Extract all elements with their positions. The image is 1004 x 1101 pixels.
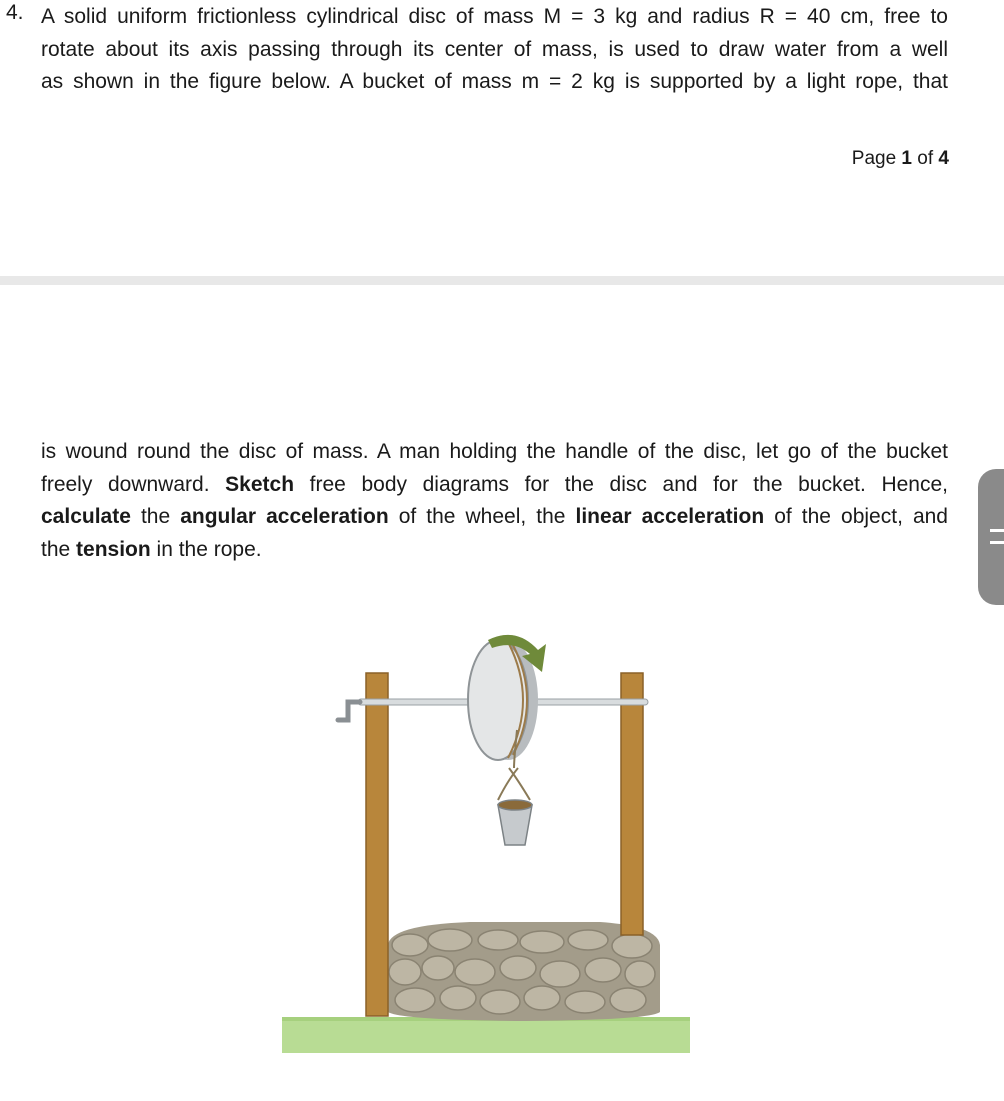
page-separator	[0, 276, 1004, 285]
menu-icon-bar	[990, 529, 1004, 532]
question-text-page2	[41, 436, 948, 566]
question-number: 4.	[6, 1, 24, 24]
body-text: in the rope.	[150, 537, 262, 561]
ground	[282, 1017, 690, 1053]
right-post	[621, 673, 643, 935]
question-line-1: A solid uniform frictionless cylindrical disc of mass M = 3 kg and radius R = 40 cm, free to	[41, 5, 948, 28]
side-panel-tab[interactable]	[978, 469, 1004, 605]
question-line-5: freely downward. Sketch free body diagrams for the disc and for the bucket. Hence,	[41, 472, 948, 496]
well-figure	[270, 600, 700, 1060]
crank-handle	[338, 702, 360, 720]
page-number	[852, 148, 949, 170]
page-of: of	[917, 148, 934, 169]
page-total: 4	[938, 148, 949, 169]
question-line-7	[41, 534, 948, 567]
question-line-2: rotate about its axis passing through its center of mass, is used to draw water from a well	[41, 37, 948, 61]
bucket	[498, 800, 532, 845]
page-1	[0, 0, 1004, 276]
emphasis-text: calculate	[41, 505, 131, 528]
page-label: Page	[851, 148, 897, 169]
question-text-page1	[41, 1, 948, 99]
emphasis-text: angular acceleration	[180, 505, 389, 528]
left-post	[366, 673, 388, 1016]
well-illustration	[270, 600, 700, 1060]
stone-wall	[388, 922, 660, 1021]
emphasis-text: tension	[76, 537, 151, 561]
emphasis-text: linear acceleration	[575, 505, 765, 528]
page-current: 1	[901, 148, 912, 169]
body-text: of the wheel, the	[388, 505, 576, 528]
body-text: the	[41, 537, 77, 561]
question-line-4: is wound round the disc of mass. A man holding the handle of the disc, let go of the bucket	[41, 440, 948, 463]
body-text: the	[130, 505, 181, 528]
question-line-3: as shown in the figure below. A bucket of mass m = 2 kg is supported by a light rope, that	[41, 70, 948, 93]
question-line-6	[41, 501, 948, 534]
menu-icon-bar	[990, 541, 1004, 544]
body-text: of the object, and	[764, 505, 948, 528]
